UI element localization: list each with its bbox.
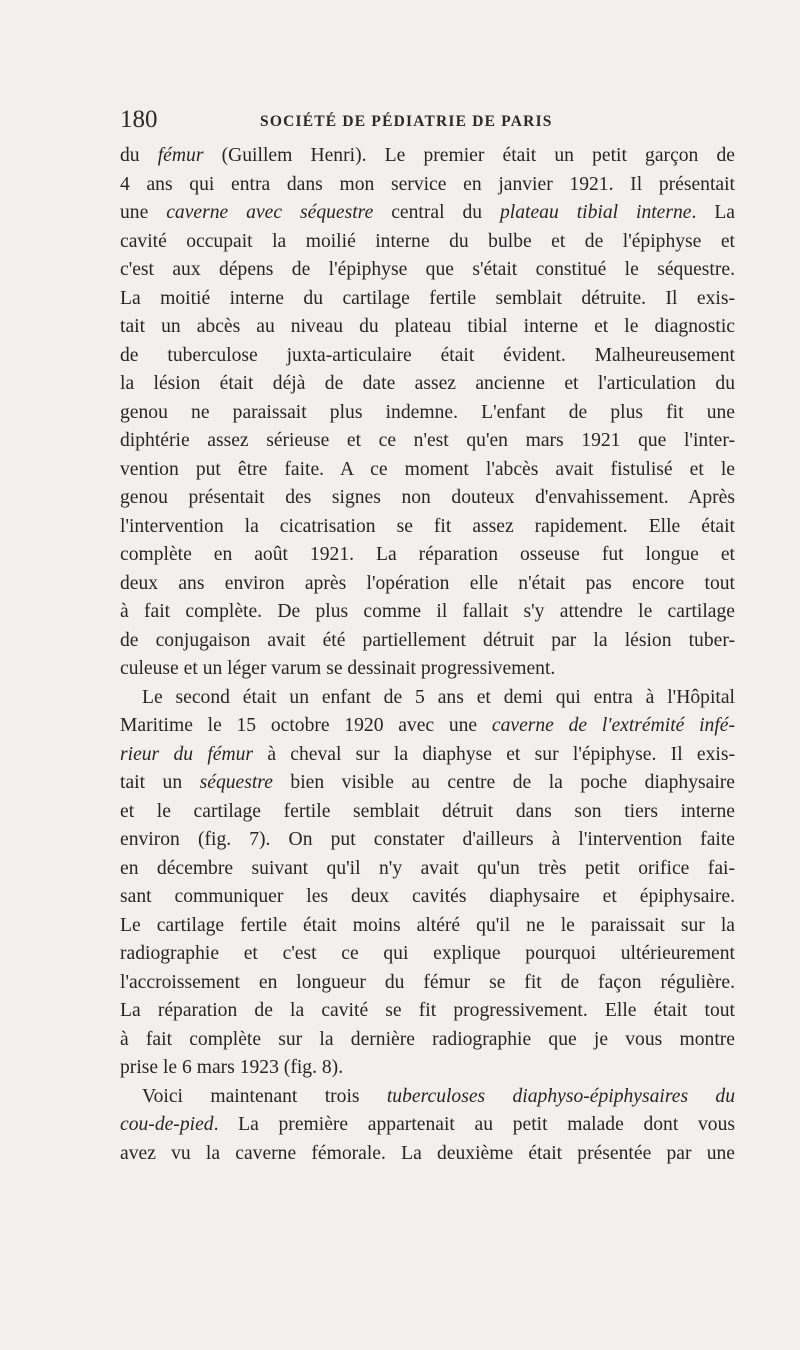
- text-span: bien visible au centre de la poche diaphysaire: [272, 772, 735, 793]
- text-span: central du: [373, 202, 500, 223]
- text-line: [120, 598, 735, 627]
- text-line: [120, 1111, 735, 1140]
- text-span: La réparation de la cavité se fit progressivement. Elle était tout: [120, 1000, 735, 1021]
- emphasis-text: rieur du fémur: [120, 743, 254, 765]
- text-span: c'est aux dépens de l'épiphyse que s'était constitué le séquestre.: [120, 259, 735, 280]
- text-line: [120, 142, 735, 171]
- text-span: Maritime le 15 octobre 1920 avec une: [120, 715, 492, 736]
- text-span: 4 ans qui entra dans mon service en janvier 1921. Il présentait: [120, 173, 735, 195]
- emphasis-text: tuberculoses diaphyso-épiphysaires du: [386, 1085, 735, 1107]
- text-span: cavité occupait la moilié interne du bulbe et de l'épiphyse et: [120, 230, 735, 252]
- text-line: [120, 655, 735, 684]
- text-line: [120, 171, 735, 200]
- text-span: Le second était un enfant de 5 ans et demi qui entra à l'Hôpital: [142, 686, 735, 708]
- text-span: genou présentait des signes non douteux d'envahissement. Après: [120, 487, 735, 508]
- text-span: Voici maintenant trois: [142, 1085, 387, 1107]
- text-line: [120, 684, 735, 713]
- text-line: [120, 997, 735, 1026]
- emphasis-text: caverne de l'extrémité infé-: [491, 715, 735, 736]
- text-span: une: [120, 202, 167, 223]
- text-line: [120, 741, 735, 770]
- text-line: [120, 969, 735, 998]
- text-span: prise le 6 mars 1923 (fig. 8).: [120, 1057, 344, 1078]
- text-line: [120, 855, 735, 884]
- text-span: du: [120, 145, 158, 166]
- text-line: [120, 427, 735, 456]
- text-line: [120, 342, 735, 371]
- emphasis-text: plateau tibial interne: [499, 202, 692, 223]
- text-line: [120, 313, 735, 342]
- text-span: et le cartilage fertile semblait détruit dans son tiers interne: [120, 800, 735, 822]
- text-span: avez vu la caverne fémorale. La deuxième était présentée par une: [120, 1142, 735, 1164]
- text-span: l'intervention la cicatrisation se fit assez rapidement. Elle était: [120, 515, 735, 537]
- text-line: [120, 570, 735, 599]
- text-span: Le cartilage fertile était moins altéré qu'il ne le paraissait sur la: [120, 914, 735, 936]
- text-span: sant communiquer les deux cavités diaphysaire et épiphysaire.: [120, 886, 735, 907]
- text-line: [120, 769, 735, 798]
- running-title: SOCIÉTÉ DE PÉDIATRIE DE PARIS: [260, 113, 553, 130]
- text-span: la lésion était déjà de date assez ancienne et l'articulation du: [120, 373, 735, 394]
- text-span: . La première appartenait au petit malade dont vous: [213, 1114, 735, 1135]
- text-span: vention put être faite. A ce moment l'abcès avait fistulisé et le: [120, 458, 735, 480]
- text-line: [120, 826, 735, 855]
- text-span: complète en août 1921. La réparation osseuse fut longue et: [120, 544, 735, 565]
- text-line: [120, 912, 735, 941]
- text-span: deux ans environ après l'opération elle n'était pas encore tout: [120, 572, 735, 594]
- text-line: [120, 940, 735, 969]
- text-span: à fait complète sur la dernière radiographie que je vous montre: [120, 1028, 735, 1050]
- text-span: l'accroissement en longueur du fémur se fit de façon régulière.: [120, 971, 735, 993]
- body-text: [120, 142, 735, 1168]
- text-span: tait un: [120, 772, 200, 793]
- text-line: [120, 399, 735, 428]
- text-span: à fait complète. De plus comme il fallait s'y attendre le cartilage: [120, 601, 735, 622]
- text-line: [120, 456, 735, 485]
- text-line: [120, 798, 735, 827]
- page-header: [120, 106, 735, 140]
- text-line: [120, 199, 735, 228]
- text-span: tait un abcès au niveau du plateau tibial interne et le diagnostic: [120, 316, 735, 337]
- text-span: (Guillem Henri). Le premier était un petit garçon de: [203, 145, 735, 166]
- emphasis-text: fémur: [157, 145, 204, 166]
- text-span: La moitié interne du cartilage fertile semblait détruite. Il exis-: [120, 287, 735, 309]
- text-span: à cheval sur la diaphyse et sur l'épiphyse. Il exis-: [253, 743, 735, 765]
- text-span: culeuse et un léger varum se dessinait progressivement.: [120, 658, 556, 679]
- text-line: [120, 484, 735, 513]
- text-line: [120, 1026, 735, 1055]
- text-line: [120, 228, 735, 257]
- text-line: [120, 712, 735, 741]
- text-line: [120, 541, 735, 570]
- text-line: [120, 1054, 735, 1083]
- text-span: diphtérie assez sérieuse et ce n'est qu'en mars 1921 que l'inter-: [120, 430, 735, 451]
- emphasis-text: caverne avec séquestre: [166, 202, 374, 223]
- text-span: de tuberculose juxta-articulaire était évident. Malheureusement: [120, 344, 735, 366]
- text-span: radiographie et c'est ce qui explique pourquoi ultérieurement: [120, 943, 735, 964]
- text-line: [120, 370, 735, 399]
- text-span: . La: [691, 202, 735, 223]
- text-line: [120, 883, 735, 912]
- text-line: [120, 513, 735, 542]
- text-line: [120, 285, 735, 314]
- text-span: de conjugaison avait été partiellement détruit par la lésion tuber-: [120, 629, 735, 651]
- emphasis-text: cou-de-pied: [120, 1114, 214, 1135]
- text-line: [120, 1083, 735, 1112]
- emphasis-text: séquestre: [199, 772, 273, 793]
- text-span: environ (fig. 7). On put constater d'ailleurs à l'intervention faite: [120, 829, 735, 850]
- text-line: [120, 256, 735, 285]
- text-line: [120, 1140, 735, 1169]
- text-span: genou ne paraissait plus indemne. L'enfant de plus fit une: [120, 401, 735, 423]
- page-number: 180: [120, 106, 158, 133]
- text-line: [120, 627, 735, 656]
- text-span: en décembre suivant qu'il n'y avait qu'un très petit orifice fai-: [120, 857, 735, 879]
